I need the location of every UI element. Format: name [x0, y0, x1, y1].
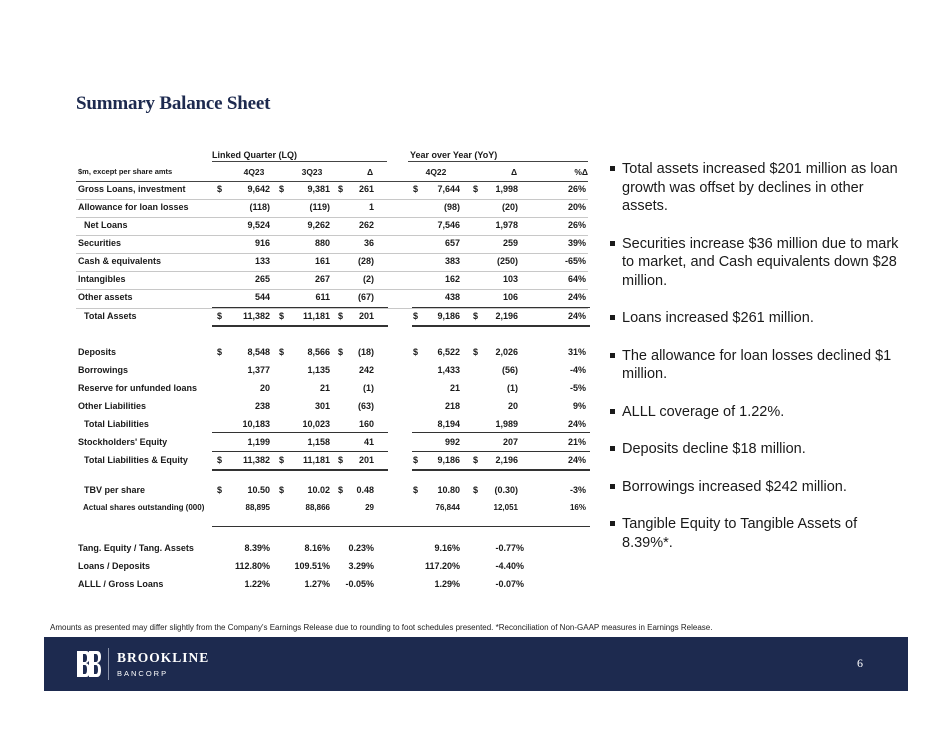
- table-cell: 21: [449, 383, 460, 393]
- currency-symbol: $: [473, 311, 479, 321]
- table-cell: 8,194: [437, 419, 460, 429]
- table-row: [76, 500, 588, 518]
- table-cell: 21: [319, 383, 330, 393]
- table-cell: 1: [368, 202, 374, 212]
- table-cell: 301: [314, 401, 330, 411]
- table-cell: 9%: [572, 401, 586, 411]
- table-cell: 21%: [567, 437, 586, 447]
- row-label: Total Liabilities: [84, 419, 149, 429]
- underline: [212, 470, 388, 471]
- table-cell: 1,377: [247, 365, 270, 375]
- table-cell: 880: [314, 238, 330, 248]
- currency-symbol: $: [279, 311, 285, 321]
- table-cell: 11,181: [302, 455, 330, 465]
- currency-symbol: $: [279, 347, 285, 357]
- divider: [212, 161, 387, 162]
- table-cell: 207: [502, 437, 518, 447]
- row-label: Other assets: [78, 292, 133, 302]
- row-label: Intangibles: [78, 274, 126, 284]
- table-cell: -0.05%: [345, 579, 374, 589]
- row-divider: [76, 199, 588, 200]
- table-cell: 16%: [569, 503, 586, 512]
- table-row: [76, 362, 588, 380]
- table-row: [76, 253, 588, 271]
- currency-symbol: $: [279, 485, 285, 495]
- header-3q23: 3Q23: [301, 167, 323, 177]
- currency-symbol: $: [473, 455, 479, 465]
- page-number: 6: [857, 656, 863, 670]
- table-row: [76, 308, 588, 326]
- row-divider: [76, 235, 588, 236]
- table-cell: 1.22%: [244, 579, 270, 589]
- table-cell: 611: [315, 292, 330, 302]
- table-cell: 76,844: [435, 503, 460, 512]
- currency-symbol: $: [473, 184, 479, 194]
- table-row: [76, 398, 588, 416]
- table-cell: 109.51%: [294, 561, 330, 571]
- table-cell: -4%: [569, 365, 586, 375]
- table-cell: 160: [358, 419, 374, 429]
- group-header-year-over-year: Year over Year (YoY): [410, 150, 498, 160]
- currency-symbol: $: [338, 347, 344, 357]
- footer-bar: [44, 637, 908, 691]
- table-cell: 20%: [567, 202, 586, 212]
- table-cell: (0.30): [494, 485, 518, 495]
- currency-symbol: $: [413, 311, 419, 321]
- table-cell: 657: [444, 238, 460, 248]
- table-cell: 218: [444, 401, 460, 411]
- table-cell: 10.50: [247, 485, 270, 495]
- page-title: Summary Balance Sheet: [76, 93, 271, 114]
- table-row: [76, 380, 588, 398]
- table-cell: (1): [507, 383, 518, 393]
- table-cell: 1,998: [495, 184, 518, 194]
- footnote: Amounts as presented may differ slightly from the Company's Earnings Release due to rounding to foot schedules presented. *Reconciliation of Non-GAAP measures in Earnings Release.: [50, 623, 713, 632]
- table-cell: (119): [309, 202, 330, 212]
- table-cell: 20: [507, 401, 518, 411]
- header-4q23: 4Q23: [243, 167, 265, 177]
- underline: [212, 526, 590, 527]
- row-label: TBV per share: [84, 485, 146, 495]
- table-cell: -4.40%: [495, 561, 524, 571]
- table-cell: 262: [358, 220, 374, 230]
- table-cell: 162: [444, 274, 460, 284]
- table-cell: -3%: [569, 485, 586, 495]
- brand-subtitle: BANCORP: [117, 669, 169, 678]
- table-cell: 133: [254, 256, 270, 266]
- currency-symbol: $: [279, 455, 285, 465]
- currency-symbol: $: [413, 485, 419, 495]
- table-cell: 11,181: [302, 311, 330, 321]
- table-cell: 26%: [567, 220, 586, 230]
- currency-symbol: $: [217, 184, 223, 194]
- row-divider: [76, 253, 588, 254]
- underline: [212, 451, 388, 452]
- table-cell: 1,978: [495, 220, 518, 230]
- currency-symbol: $: [338, 455, 344, 465]
- row-label: Loans / Deposits: [78, 561, 151, 571]
- row-label: ALLL / Gross Loans: [78, 579, 164, 589]
- table-cell: -65%: [564, 256, 586, 266]
- table-cell: 238: [254, 401, 270, 411]
- table-cell: 9,186: [437, 311, 460, 321]
- table-cell: 916: [254, 238, 270, 248]
- table-cell: 2,196: [495, 455, 518, 465]
- table-cell: 242: [358, 365, 374, 375]
- currency-symbol: $: [217, 311, 223, 321]
- table-cell: 41: [363, 437, 374, 447]
- row-label: Total Liabilities & Equity: [84, 455, 188, 465]
- table-cell: 29: [365, 503, 374, 512]
- table-cell: (118): [249, 202, 270, 212]
- table-cell: 8.39%: [244, 543, 270, 553]
- table-cell: 1.27%: [304, 579, 330, 589]
- currency-symbol: $: [413, 347, 419, 357]
- table-cell: 10,023: [302, 419, 330, 429]
- bullet-item: Total assets increased $201 million as loan growth was offset by declines in other assets.: [610, 160, 910, 216]
- table-cell: 438: [444, 292, 460, 302]
- underline: [412, 432, 590, 433]
- table-cell: (250): [496, 256, 518, 266]
- table-cell: 0.23%: [348, 543, 374, 553]
- table-row: [76, 434, 588, 452]
- row-label: Cash & equivalents: [78, 256, 162, 266]
- table-cell: 24%: [567, 419, 586, 429]
- currency-symbol: $: [473, 485, 479, 495]
- underline: [212, 432, 388, 433]
- table-row: [76, 289, 588, 307]
- underline: [412, 451, 590, 452]
- row-label: Allowance for loan losses: [78, 202, 189, 212]
- table-row: [76, 558, 588, 576]
- table-cell: (2): [363, 274, 374, 284]
- table-row: [76, 452, 588, 470]
- bullet-item: Borrowings increased $242 million.: [610, 478, 910, 497]
- table-cell: (18): [357, 347, 374, 357]
- table-cell: (98): [443, 202, 460, 212]
- table-cell: 10,183: [242, 419, 270, 429]
- commentary-bullets: [610, 160, 910, 571]
- table-cell: (67): [357, 292, 374, 302]
- table-cell: 20: [259, 383, 270, 393]
- table-cell: 103: [502, 274, 518, 284]
- table-cell: 10.80: [437, 485, 460, 495]
- table-row: [76, 217, 588, 235]
- table-cell: 2,026: [495, 347, 518, 357]
- bullet-item: ALLL coverage of 1.22%.: [610, 403, 910, 422]
- row-label: Total Assets: [84, 311, 137, 321]
- table-cell: 24%: [567, 455, 586, 465]
- table-cell: 1,135: [307, 365, 330, 375]
- table-cell: 9,186: [437, 455, 460, 465]
- row-label: Tang. Equity / Tang. Assets: [78, 543, 194, 553]
- table-cell: -0.07%: [495, 579, 524, 589]
- table-cell: 10.02: [307, 485, 330, 495]
- table-cell: (28): [357, 256, 374, 266]
- table-cell: 26%: [567, 184, 586, 194]
- table-cell: 9,524: [247, 220, 270, 230]
- currency-symbol: $: [217, 455, 223, 465]
- bullet-item: The allowance for loan losses declined $1 million.: [610, 347, 910, 384]
- table-cell: 36: [363, 238, 374, 248]
- header-4q22: 4Q22: [425, 167, 447, 177]
- table-cell: 259: [502, 238, 518, 248]
- header-pct-delta: %Δ: [574, 167, 588, 177]
- table-cell: 39%: [567, 238, 586, 248]
- bullet-item: Loans increased $261 million.: [610, 309, 910, 328]
- row-label: Actual shares outstanding (000): [83, 503, 205, 512]
- row-label: Deposits: [78, 347, 117, 357]
- currency-symbol: $: [217, 485, 223, 495]
- table-cell: 24%: [567, 292, 586, 302]
- table-cell: (20): [501, 202, 518, 212]
- row-label: Stockholders' Equity: [78, 437, 168, 447]
- header-delta-yoy: Δ: [510, 167, 518, 177]
- table-cell: 106: [502, 292, 518, 302]
- currency-symbol: $: [279, 184, 285, 194]
- table-cell: 267: [314, 274, 330, 284]
- table-cell: 201: [358, 455, 374, 465]
- table-cell: 9,381: [307, 184, 330, 194]
- table-cell: 2,196: [495, 311, 518, 321]
- row-label: Reserve for unfunded loans: [78, 383, 198, 393]
- table-cell: 112.80%: [234, 561, 270, 571]
- table-cell: 9,262: [307, 220, 330, 230]
- underline: [212, 326, 388, 327]
- table-row: [76, 576, 588, 594]
- table-cell: 383: [444, 256, 460, 266]
- table-cell: 265: [254, 274, 270, 284]
- brand-name: BROOKLINE: [117, 650, 210, 665]
- table-cell: 12,051: [493, 503, 518, 512]
- table-cell: 9.16%: [434, 543, 460, 553]
- bullet-item: Deposits decline $18 million.: [610, 440, 910, 459]
- bullet-item: Tangible Equity to Tangible Assets of 8.39%*.: [610, 515, 910, 552]
- row-divider: [76, 217, 588, 218]
- table-cell: 0.48: [356, 485, 374, 495]
- table-cell: 11,382: [242, 311, 270, 321]
- table-cell: -5%: [569, 383, 586, 393]
- row-label: Securities: [78, 238, 122, 248]
- table-cell: 1,989: [495, 419, 518, 429]
- table-cell: 8,566: [307, 347, 330, 357]
- table-cell: 1.29%: [434, 579, 460, 589]
- table-cell: 7,644: [437, 184, 460, 194]
- table-cell: 117.20%: [424, 561, 460, 571]
- table-cell: -0.77%: [495, 543, 524, 553]
- table-cell: 3.29%: [348, 561, 374, 571]
- group-header-linked-quarter: Linked Quarter (LQ): [212, 150, 298, 160]
- table-cell: 88,895: [245, 503, 270, 512]
- divider: [408, 161, 588, 162]
- table-cell: 8.16%: [304, 543, 330, 553]
- table-cell: 1,433: [437, 365, 460, 375]
- table-cell: 1,199: [247, 437, 270, 447]
- underline: [412, 470, 590, 471]
- table-row: [76, 271, 588, 289]
- table-cell: 6,522: [437, 347, 460, 357]
- currency-symbol: $: [338, 184, 344, 194]
- table-row: [76, 344, 588, 362]
- table-cell: 11,382: [242, 455, 270, 465]
- table-cell: (63): [357, 401, 374, 411]
- header-label: $m, except per share amts: [78, 167, 173, 176]
- table-cell: 7,546: [437, 220, 460, 230]
- table-row: [76, 235, 588, 253]
- table-cell: 9,642: [247, 184, 270, 194]
- row-label: Net Loans: [84, 220, 128, 230]
- currency-symbol: $: [413, 184, 419, 194]
- table-cell: 64%: [567, 274, 586, 284]
- table-row: [76, 181, 588, 199]
- logo-divider: [108, 648, 109, 680]
- table-row: [76, 482, 588, 500]
- table-cell: 161: [314, 256, 330, 266]
- table-cell: (1): [363, 383, 374, 393]
- row-label: Gross Loans, investment: [78, 184, 186, 194]
- row-divider: [76, 271, 588, 272]
- underline: [412, 326, 590, 327]
- table-cell: 1,158: [307, 437, 330, 447]
- currency-symbol: $: [217, 347, 223, 357]
- row-label: Other Liabilities: [78, 401, 147, 411]
- table-cell: 201: [358, 311, 374, 321]
- table-cell: 88,866: [305, 503, 330, 512]
- currency-symbol: $: [473, 347, 479, 357]
- table-cell: 24%: [567, 311, 586, 321]
- brookline-logo-icon: [76, 649, 102, 679]
- table-cell: 544: [254, 292, 270, 302]
- table-row: [76, 540, 588, 558]
- row-label: Borrowings: [78, 365, 129, 375]
- currency-symbol: $: [338, 485, 344, 495]
- row-divider: [76, 308, 588, 309]
- table-cell: 992: [444, 437, 460, 447]
- table-cell: 261: [358, 184, 374, 194]
- header-delta-lq: Δ: [366, 167, 374, 177]
- currency-symbol: $: [338, 311, 344, 321]
- row-divider: [76, 289, 588, 290]
- table-row: [76, 199, 588, 217]
- table-cell: 31%: [567, 347, 586, 357]
- table-cell: (56): [501, 365, 518, 375]
- table-cell: 8,548: [247, 347, 270, 357]
- currency-symbol: $: [413, 455, 419, 465]
- bullet-item: Securities increase $36 million due to mark to market, and Cash equivalents down $28 million.: [610, 235, 910, 291]
